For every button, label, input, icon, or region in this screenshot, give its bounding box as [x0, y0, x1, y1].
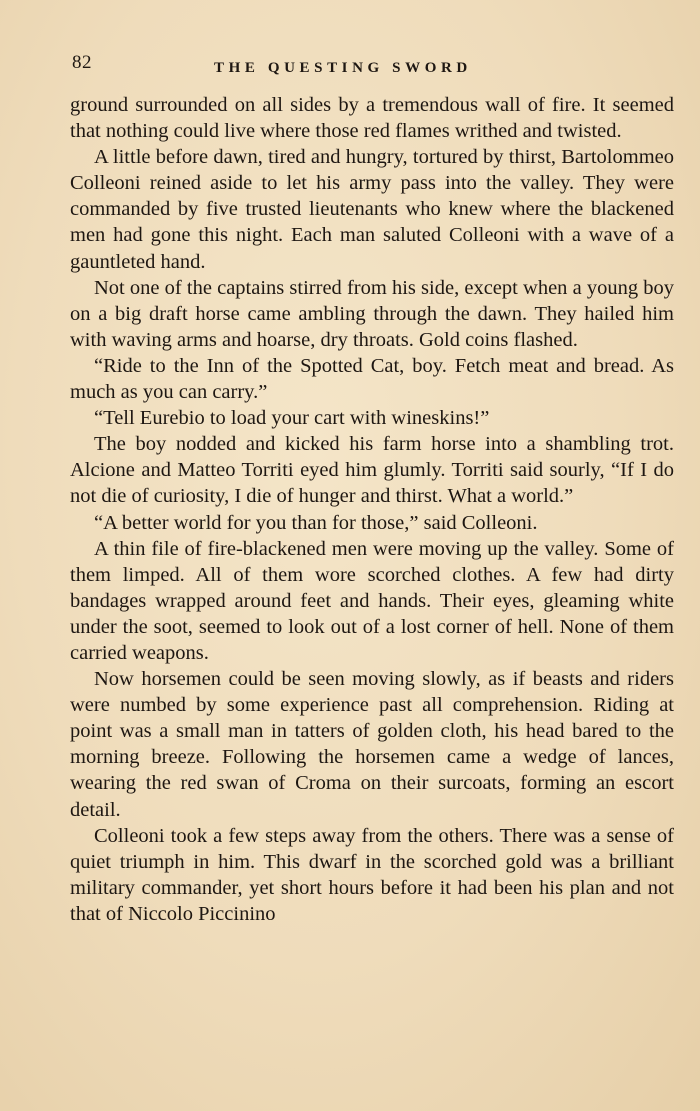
- paragraph: The boy nodded and kicked his farm horse into a shambling trot. Alcione and Matteo Torriti eyed him glumly. Torriti said sourly, “If I do not die of curiosity, I die of hunger and thirst. What a world.”: [70, 433, 674, 508]
- paragraph: A thin file of fire-blackened men were moving up the valley. Some of them limped. All of them wore scorched clothes. A few had dirty bandages wrapped around feet and hands. Their eyes, gleaming white under the soot, seemed to look out of a lost corner of hell. None of them carried weapons.: [70, 537, 674, 664]
- paragraph: “Ride to the Inn of the Spotted Cat, boy. Fetch meat and bread. As much as you can carry.”: [70, 354, 674, 404]
- paragraph: Now horsemen could be seen moving slowly, as if beasts and riders were numbed by some experience past all comprehension. Riding at point was a small man in tatters of golden cloth, his head bared to the morning breeze. Following the horsemen came a wedge of lances, wearing the red swan of Croma on their surcoats, forming an escort detail.: [70, 668, 674, 821]
- paragraph: A little before dawn, tired and hungry, tortured by thirst, Bartolommeo Colleoni reined aside to let his army pass into the valley. They were commanded by five trusted lieutenants who knew where the blackened men had gone this night. Each man saluted Colleoni with a wave of a gauntleted hand.: [70, 146, 674, 273]
- running-title: THE QUESTING SWORD: [214, 60, 472, 76]
- page-header: [72, 52, 672, 82]
- paragraph: “Tell Eurebio to load your cart with wineskins!”: [94, 407, 490, 430]
- paragraph-continued: ground surrounded on all sides by a tremendous wall of fire. It seemed that nothing could live where those red flames writhed and twisted.: [70, 94, 674, 143]
- page-number: 82: [72, 52, 92, 73]
- paragraph: “A better world for you than for those,” said Colleoni.: [94, 511, 538, 534]
- paragraph: Not one of the captains stirred from his side, except when a young boy on a big draft horse came ambling through the dawn. They hailed him with waving arms and hoarse, dry throats. Gold coins flashed.: [70, 276, 674, 351]
- body-text: [70, 92, 674, 927]
- paragraph: Colleoni took a few steps away from the others. There was a sense of quiet triumph in him. This dwarf in the scorched gold was a brilliant military commander, yet short hours before it had been his plan and not that of Niccolo Piccinino: [70, 824, 674, 925]
